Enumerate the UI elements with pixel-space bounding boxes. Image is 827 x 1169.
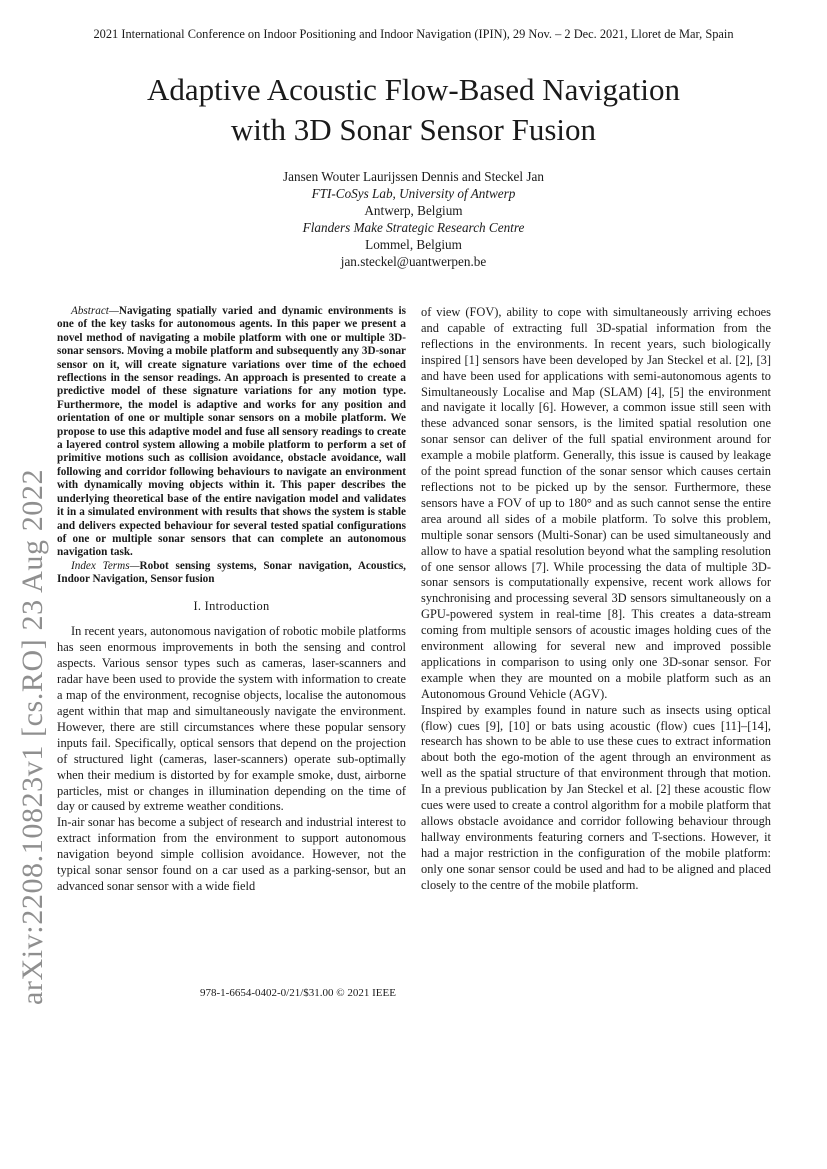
author-names: Jansen Wouter Laurijssen Dennis and Steckel Jan [283,169,544,184]
affiliation-2: Flanders Make Strategic Research Centre [302,220,525,235]
right-column [421,305,771,894]
author-email: jan.steckel@uantwerpen.be [340,254,487,269]
right-paragraph-2: Inspired by examples found in nature such as insects using optical (flow) cues [9], [10] or bats using acoustic (flow) cues [11]–[14], research has shown to be able to use these cues to extract information about both the ego-motion of the agent through an environment as well as the spatial structure of that environment through that motion. In a previous publication by Jan Steckel et al. [2] these acoustic flow cues were used to create a control algorithm for a mobile platform that allows obstacle avoidance and corridor following behaviour through hallway environments featuring corners and T-sections. However, it had a major restriction in the configuration of the mobile platform: only one sonar sensor could be used and had to be aligned and placed closely to the centre of the mobile platform. [421,702,771,892]
copyright-notice: 978-1-6654-0402-0/21/$31.00 © 2021 IEEE [200,987,396,999]
right-paragraph-1: of view (FOV), ability to cope with simultaneously arriving echoes and capable of extracting full 3D-spatial information from the reflections in the environments. In recent years, such biologically inspired [1] sensors have been developed by Jan Steckel et al. [2], [3] and have been used for applications with semi-autonomous agents to Simultaneously Localise and Map (SLAM) [4], [5] the environment and navigate it locally [6]. However, a common issue still seen with these advanced sonar sensors, is the limited spatial resolution one sonar sensor can deliver of the full spatial environment around for example a mobile platform. Generally, this issue is caused by leakage of the point spread function of the sonar sensor which causes certain reflections not to be picked up by the sensor. Furthermore, these sensors have a FOV of up to 180° and as such cannot sense the entire area around all sides of a mobile platform. To solve this problem, multiple sonar sensors (Multi-Sonar) can be used simultaneously and allow to have a spatial resolution beyond what the sampling resolution of one sensor allows [7]. While processing the data of multiple 3D-sonar sensors is computationally expensive, recent work allows for synchronising and processing several 3D sensors simultaneously on a GPU-powered system in real-time [8]. This creates a data-stream coming from multiple sensors of acoustic images holding cues of the environment allowing for several new and improved possible applications in comparison to using only one 3D-sonar sensor. For example when they are mounted on a mobile platform such as an Autonomous Ground Vehicle (AGV). [421,305,771,701]
title-line-2: with 3D Sonar Sensor Fusion [230,112,597,147]
intro-paragraph-2: In-air sonar has become a subject of research and industrial interest to extract information from the environment to support autonomous navigation beyond simple collision avoidance. However, not the typical sonar sensor found on a car used as a parking-sensor, but an advanced sonar sensor with a wide field [57,815,406,893]
paper-title [60,70,767,150]
index-terms-text: Robot sensing systems, Sonar navigation, Acoustics, Indoor Navigation, Sensor fusion [57,559,406,586]
intro-paragraph-1: In recent years, autonomous navigation of robotic mobile platforms has seen enormous improvements in both the sensing and control aspects. Various sensor types such as cameras, laser-scanners and radar have been used to provide the system with information to create a map of the environment, recognise objects, localise the autonomous agent within that map and simultaneously navigate the environment. However, there are still circumstances where these popular sensory inputs fail. Specifically, optical sensors that depend on the projection of structured light (cameras, laser-scanners) operate sub-optimally when their medium is distorted by for example smoke, dust, airborne particles, mist or changes in illumination depending on the time of day or caused by extreme weather conditions. [57,624,406,814]
left-column [57,305,406,895]
author-block [120,168,707,270]
affiliation-1: FTI-CoSys Lab, University of Antwerp [311,186,516,201]
conference-header: 2021 International Conference on Indoor Positioning and Indoor Navigation (IPIN), 29 Nov. – 2 Dec. 2021, Lloret de Mar, Spain [93,27,734,41]
abstract-text: Navigating spatially varied and dynamic environments is one of the key tasks for autonomous agents. In this paper we present a novel method of navigating a mobile platform with one or multiple 3D-sonar sensors. Moving a mobile platform and subsequently any 3D-sonar sensor on it, will create signature variations over time of the echoed reflections in the sensor readings. An approach is presented to create a predictive model of these signature variations for any motion type. Furthermore, the model is adaptive and works for any position and orientation of one or multiple sonar sensors on a mobile platform. We propose to use this adaptive model and fuse all sensory readings to create a layered control system allowing a mobile platform to perform a set of primitive motions such as collision avoidance, obstacle avoidance, wall following and corridor following behaviours to navigate an environment with dynamically moving objects within it. This paper describes the underlying theoretical base of the entire navigation model and validates it in a simulated environment with results that shows the system is stable and delivers expected behaviour for several tested spatial configurations of one or multiple sonar sensors that can complete an autonomous navigation task. [57,305,406,559]
abstract-label: Abstract— [71,305,119,317]
title-line-1: Adaptive Acoustic Flow-Based Navigation [147,72,680,107]
abstract [57,305,406,560]
location-1: Antwerp, Belgium [364,203,463,218]
section-heading-introduction: I. Introduction [193,598,270,613]
location-2: Lommel, Belgium [365,237,462,252]
index-terms [57,560,406,587]
index-terms-label: Index Terms— [71,559,140,572]
arxiv-identifier: arXiv:2208.10823v1 [cs.RO] 23 Aug 2022 [16,468,49,1005]
